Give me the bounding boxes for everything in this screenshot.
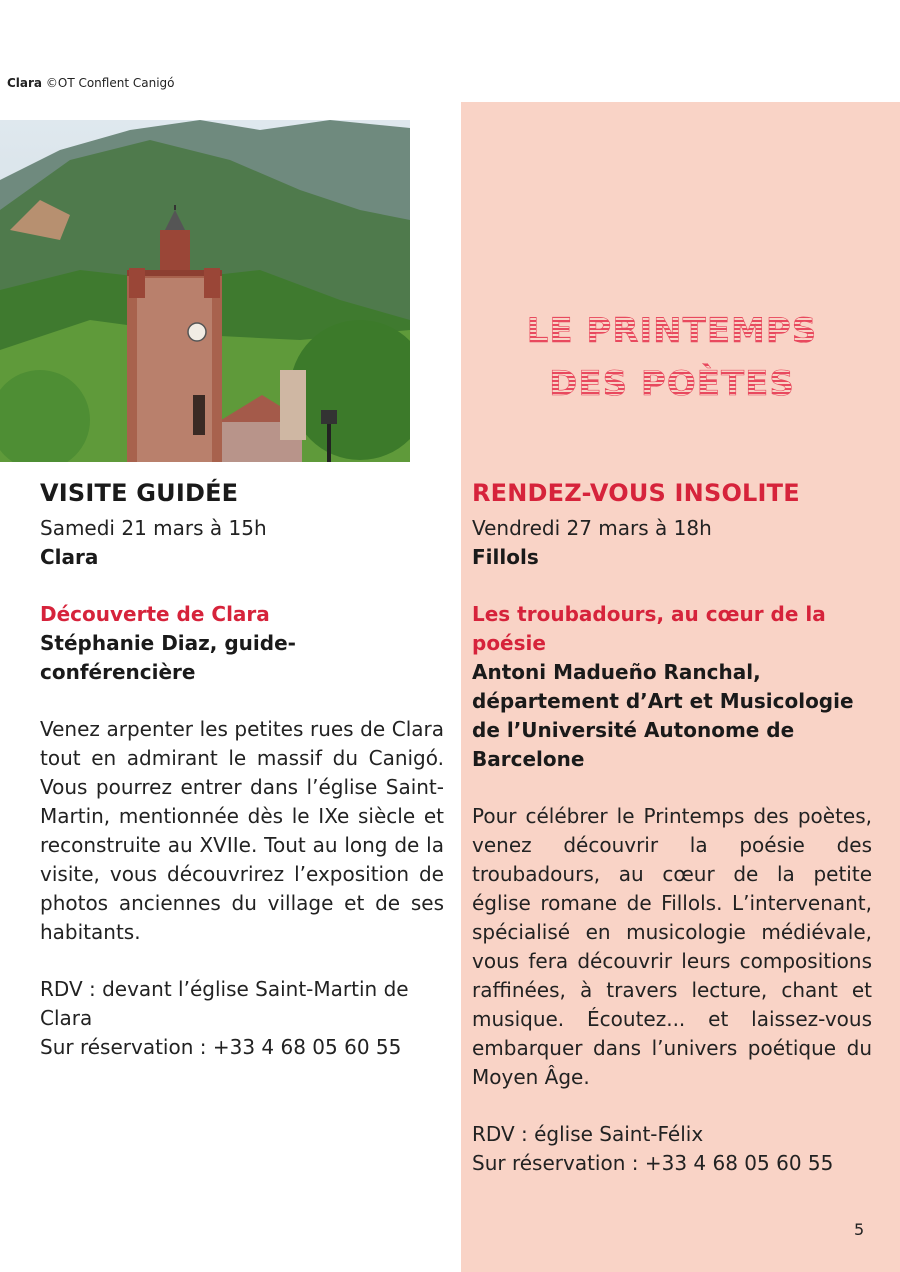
event-meeting-point: RDV : devant l’église Saint-Martin de Clara	[40, 977, 409, 1030]
credit-place: Clara	[7, 76, 43, 90]
event-guide: Stéphanie Diaz, guide-conférencière	[40, 631, 296, 684]
event-title: RENDEZ-VOUS INSOLITE	[472, 479, 800, 507]
event-date: Vendredi 27 mars à 18h	[472, 516, 712, 540]
unusual-meeting-column	[472, 478, 872, 1178]
event-place: Fillols	[472, 545, 539, 569]
event-title: VISITE GUIDÉE	[40, 479, 239, 507]
event-subtitle: Les troubadours, au cœur de la poésie	[472, 602, 826, 655]
event-date: Samedi 21 mars à 15h	[40, 516, 267, 540]
printemps-des-poetes-logo	[461, 300, 900, 430]
event-guide: Antoni Madueño Ranchal, département d’Art et Musicologie de l’Université Autonome de Barcelone	[472, 660, 854, 771]
event-description: Venez arpenter les petites rues de Clara tout en admirant le massif du Canigó. Vous pourrez entrer dans l’église Saint-Martin, mentionnée dès le IXe siècle et reconstruite au XVIIe. Tout au long de la visite, vous découvrirez l’exposition de photos anciennes du village et de ses habitants.	[40, 717, 444, 944]
event-subtitle: Découverte de Clara	[40, 602, 270, 626]
guided-visit-column	[40, 478, 444, 1062]
event-meeting-point: RDV : église Saint-Félix	[472, 1122, 704, 1146]
event-description: Pour célébrer le Printemps des poètes, venez découvrir la poésie des troubadours, au cœur de la petite église romane de Fillols. L’intervenant, spécialisé en musicologie médiévale, vous fera découvrir leurs compositions raffinées, à travers lecture, chant et musique. Écoutez... et laissez-vous embarquer dans l’univers poétique du Moyen Âge.	[472, 804, 872, 1089]
photo-credit	[7, 76, 175, 90]
logo-line-1: LE PRINTEMPS	[526, 311, 818, 351]
credit-text: ©OT Conflent Canigó	[45, 76, 175, 90]
clara-bell-tower-photo	[0, 120, 410, 462]
event-reservation: Sur réservation : +33 4 68 05 60 55	[472, 1151, 834, 1175]
event-reservation: Sur réservation : +33 4 68 05 60 55	[40, 1035, 402, 1059]
event-place: Clara	[40, 545, 99, 569]
logo-line-2: DES POÈTES	[549, 364, 795, 404]
page-number: 5	[854, 1220, 865, 1239]
